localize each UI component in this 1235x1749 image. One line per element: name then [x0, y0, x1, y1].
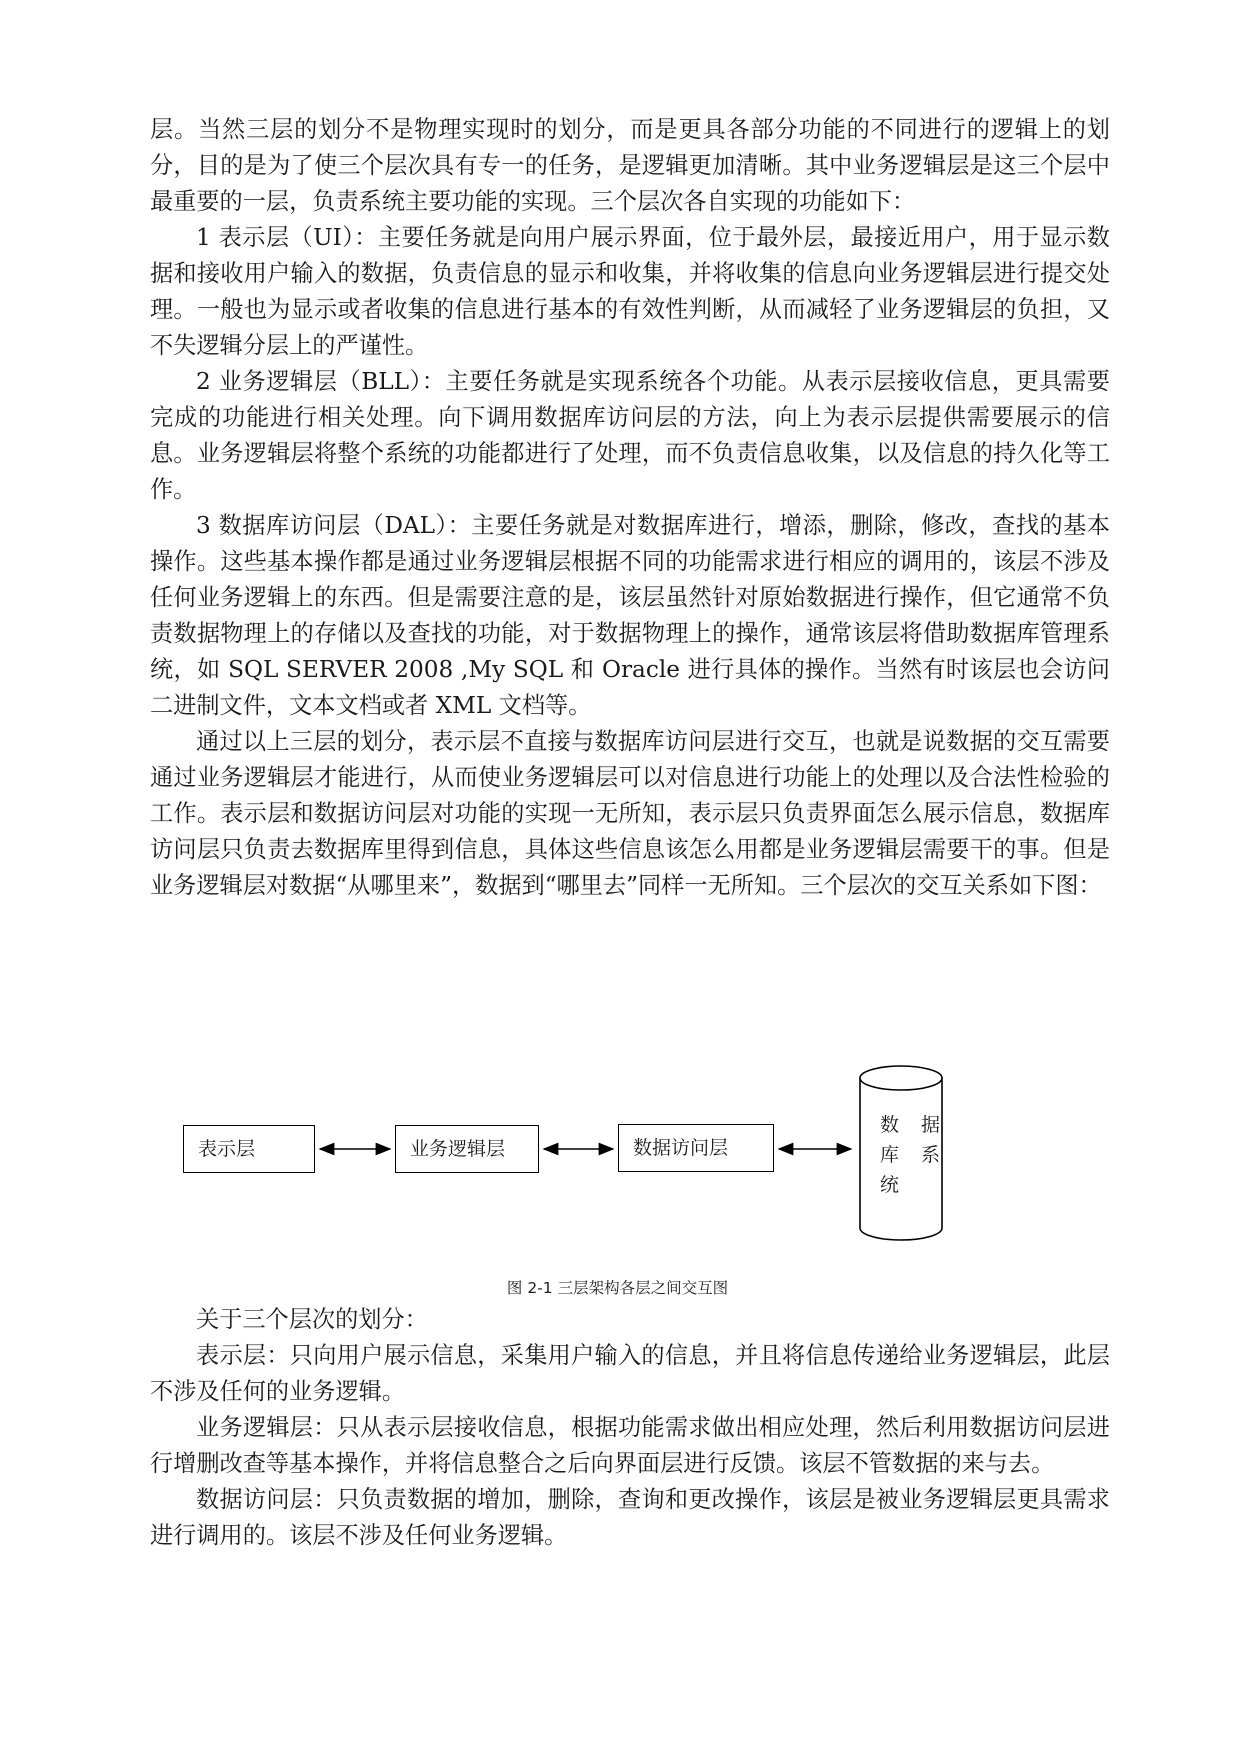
presentation-layer-box	[183, 1125, 315, 1173]
database-label-line-1: 数据	[880, 1114, 963, 1136]
database-label-line-2: 库系	[880, 1144, 963, 1166]
presentation-layer-label: 表示层	[198, 1137, 256, 1160]
body-text-top	[150, 112, 1110, 904]
paragraph-division-business: 业务逻辑层：只从表示层接收信息，根据功能需求做出相应处理，然后利用数据访问层进行增删改查等基本操作，并将信息整合之后向界面层进行反馈。该层不管数据的来与去。	[150, 1414, 1110, 1477]
database-label-line-3: 统	[880, 1174, 922, 1196]
paragraph-data-access-layer: 3 数据库访问层（DAL）：主要任务就是对数据库进行，增添，删除，修改，查找的基本操作。这些基本操作都是通过业务逻辑层根据不同的功能需求进行相应的调用的，该层不涉及任何业务逻辑上的东西。但是需要注意的是，该层虽然针对原始数据进行操作，但它通常不负责数据物理上的存储以及查找的功能，对于数据物理上的操作，通常该层将借助数据库管理系统，如 SQL SERVER 2008 ,My SQL 和 Oracle 进行具体的操作。当然有时该层也会访问二进制文件，文本文档或者 XML 文档等。	[150, 512, 1110, 719]
figure-caption: 图 2-1 三层架构各层之间交互图	[506, 1279, 729, 1297]
body-text-bottom	[150, 1302, 1110, 1554]
database-label	[880, 1110, 962, 1200]
business-layer-box	[395, 1125, 539, 1173]
paragraph-interaction: 通过以上三层的划分，表示层不直接与数据库访问层进行交互，也就是说数据的交互需要通过业务逻辑层才能进行，从而使业务逻辑层可以对信息进行功能上的处理以及合法性检验的工作。表示层和数据访问层对功能的实现一无所知，表示层只负责界面怎么展示信息，数据库访问层只负责去数据库里得到信息，具体这些信息该怎么用都是业务逻辑层需要干的事。但是业务逻辑层对数据“从哪里来”，数据到“哪里去”同样一无所知。三个层次的交互关系如下图：	[150, 728, 1110, 899]
business-layer-label: 业务逻辑层	[410, 1137, 506, 1160]
paragraph-business-layer: 2 业务逻辑层（BLL）：主要任务就是实现系统各个功能。从表示层接收信息，更具需要完成的功能进行相关处理。向下调用数据库访问层的方法，向上为表示层提供需要展示的信息。业务逻辑层将整个系统的功能都进行了处理，而不负责信息收集，以及信息的持久化等工作。	[150, 368, 1110, 503]
paragraph-division-data-access: 数据访问层：只负责数据的增加，删除，查询和更改操作，该层是被业务逻辑层更具需求进行调用的。该层不涉及任何业务逻辑。	[150, 1486, 1110, 1549]
architecture-diagram	[150, 1050, 1110, 1270]
paragraph-division-heading: 关于三个层次的划分：	[196, 1306, 428, 1333]
paragraph-division-presentation: 表示层：只向用户展示信息，采集用户输入的信息，并且将信息传递给业务逻辑层，此层不涉及任何的业务逻辑。	[150, 1342, 1110, 1405]
paragraph-presentation-layer: 1 表示层（UI）：主要任务就是向用户展示界面，位于最外层，最接近用户，用于显示数据和接收用户输入的数据，负责信息的显示和收集，并将收集的信息向业务逻辑层进行提交处理。一般也为显示或者收集的信息进行基本的有效性判断，从而减轻了业务逻辑层的负担，又不失逻辑分层上的严谨性。	[150, 224, 1110, 359]
data-access-layer-box	[618, 1124, 774, 1172]
paragraph-intro: 层。当然三层的划分不是物理实现时的划分，而是更具各部分功能的不同进行的逻辑上的划分，目的是为了使三个层次具有专一的任务，是逻辑更加清晰。其中业务逻辑层是这三个层中最重要的一层，负责系统主要功能的实现。三个层次各自实现的功能如下：	[150, 116, 1110, 215]
data-access-layer-label: 数据访问层	[633, 1136, 729, 1159]
